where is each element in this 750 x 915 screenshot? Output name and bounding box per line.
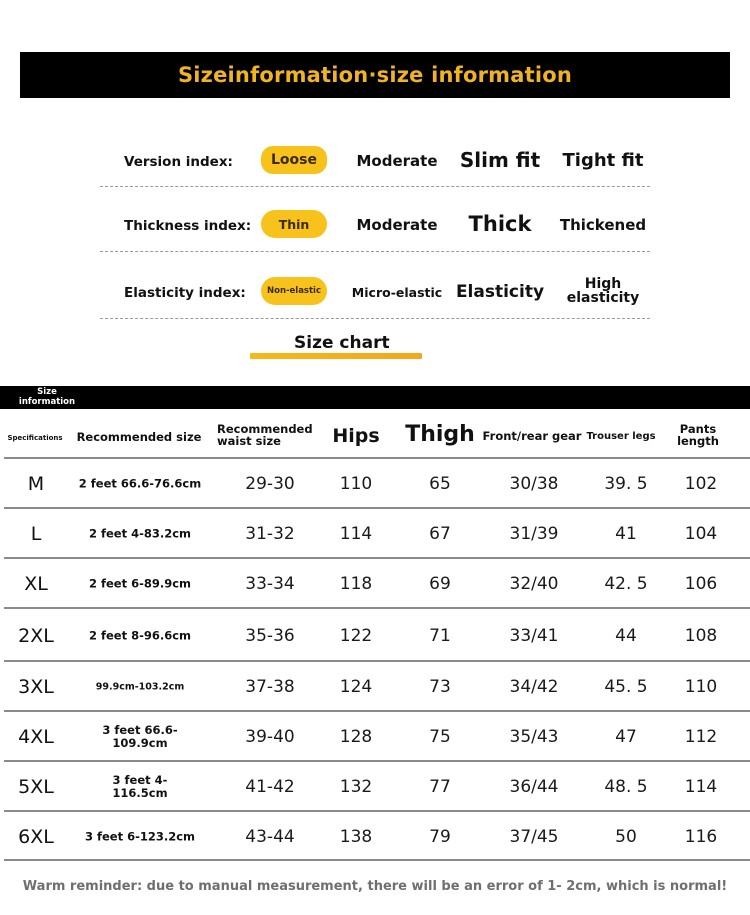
cell-length: 114	[684, 777, 718, 797]
divider	[100, 318, 650, 319]
cell-size: 5XL	[18, 776, 54, 798]
cell-hips: 114	[339, 524, 373, 544]
cell-size: 2XL	[18, 624, 54, 647]
cell-gear: 34/42	[509, 677, 559, 697]
cell-thigh: 71	[429, 625, 451, 646]
row-divider	[4, 760, 750, 762]
table-header-bar	[0, 386, 750, 409]
cell-legs: 39. 5	[604, 474, 648, 494]
thickness-option-thickened: Thickened	[559, 216, 647, 234]
cell-hips: 128	[339, 727, 373, 747]
cell-rec: 2 feet 4-83.2cm	[88, 526, 192, 541]
cell-thigh: 67	[429, 524, 451, 544]
cell-length: 102	[684, 474, 718, 494]
row-divider	[4, 507, 750, 509]
cell-legs: 44	[615, 625, 637, 646]
col-header-recommended-size: Recommended size	[76, 430, 202, 444]
cell-waist: 33-34	[245, 574, 295, 594]
cell-hips: 122	[339, 625, 373, 646]
size-chart-underline	[250, 353, 422, 359]
col-header-trouser-legs: Trouser legs	[586, 431, 656, 442]
cell-size: 6XL	[18, 825, 54, 848]
cell-size: L	[30, 523, 42, 545]
thickness-option-moderate: Moderate	[356, 216, 438, 234]
row-divider	[4, 607, 750, 609]
col-header-pants-length: Pants length	[677, 422, 719, 448]
cell-thigh: 79	[429, 826, 451, 847]
version-index-row	[0, 141, 750, 181]
row-divider	[4, 660, 750, 662]
size-information-label: Size information	[18, 387, 76, 407]
elasticity-option-high-elasticity: High elasticity	[566, 276, 640, 306]
cell-waist: 41-42	[245, 777, 295, 797]
version-option-tight-fit: Tight fit	[562, 150, 644, 171]
cell-thigh: 75	[429, 727, 451, 747]
cell-length: 108	[684, 625, 718, 646]
cell-thigh: 73	[429, 677, 451, 697]
cell-waist: 43-44	[245, 826, 295, 847]
cell-size: XL	[24, 573, 48, 595]
version-option-slim-fit: Slim fit	[459, 148, 541, 172]
cell-size: M	[27, 473, 45, 495]
cell-legs: 47	[615, 727, 637, 747]
cell-rec: 99.9cm-103.2cm	[95, 681, 185, 693]
cell-legs: 48. 5	[604, 777, 648, 797]
divider	[100, 186, 650, 187]
thickness-index-label: Thickness index:	[124, 218, 252, 234]
cell-rec: 2 feet 66.6-76.6cm	[78, 476, 202, 491]
col-header-thigh: Thigh	[405, 422, 475, 447]
cell-gear: 31/39	[509, 524, 559, 544]
thickness-index-selected-pill: Thin	[261, 210, 327, 238]
elasticity-option-elasticity: Elasticity	[455, 282, 545, 302]
cell-length: 112	[684, 727, 718, 747]
cell-rec: 2 feet 6-89.9cm	[88, 576, 192, 591]
cell-hips: 124	[339, 677, 373, 697]
cell-waist: 31-32	[245, 524, 295, 544]
col-header-specifications: Specifications	[7, 434, 63, 442]
cell-rec: 2 feet 8-96.6cm	[88, 628, 192, 642]
row-divider	[4, 810, 750, 812]
elasticity-index-selected-pill: Non-elastic	[261, 277, 327, 305]
col-header-hips: Hips	[332, 425, 380, 447]
cell-gear: 35/43	[509, 727, 559, 747]
cell-legs: 42. 5	[604, 574, 648, 594]
cell-size: 3XL	[18, 676, 54, 698]
cell-legs: 50	[615, 826, 637, 847]
cell-legs: 41	[615, 524, 637, 544]
title-bar	[20, 52, 730, 98]
cell-hips: 110	[339, 474, 373, 494]
row-divider	[4, 557, 750, 559]
version-index-selected-pill: Loose	[261, 146, 327, 174]
cell-hips: 138	[339, 826, 373, 847]
cell-gear: 36/44	[509, 777, 559, 797]
cell-thigh: 65	[429, 474, 451, 494]
cell-rec: 3 feet 66.6-109.9cm	[102, 723, 178, 750]
cell-rec: 3 feet 4-116.5cm	[112, 773, 168, 800]
version-option-moderate: Moderate	[356, 152, 438, 170]
cell-legs: 45. 5	[604, 677, 648, 697]
cell-size: 4XL	[18, 726, 54, 748]
cell-length: 116	[684, 826, 718, 847]
elasticity-option-micro-elastic: Micro-elastic	[351, 285, 443, 300]
cell-waist: 35-36	[245, 625, 295, 646]
divider	[100, 251, 650, 252]
thickness-index-row	[0, 205, 750, 245]
cell-length: 104	[684, 524, 718, 544]
warm-reminder-note: Warm reminder: due to manual measurement, there will be an error of 1- 2cm, which is normal!	[22, 879, 728, 894]
cell-gear: 33/41	[509, 625, 559, 646]
cell-thigh: 77	[429, 777, 451, 797]
col-header-recommended-waist-size: Recommended waist size	[217, 422, 313, 448]
page-title: Sizeinformation·size information	[177, 63, 573, 87]
row-divider	[4, 859, 750, 861]
size-chart-heading: Size chart	[294, 333, 390, 353]
cell-waist: 29-30	[245, 474, 295, 494]
cell-gear: 37/45	[509, 826, 559, 847]
cell-waist: 37-38	[245, 677, 295, 697]
cell-length: 110	[684, 677, 718, 697]
cell-hips: 118	[339, 574, 373, 594]
cell-thigh: 69	[429, 574, 451, 594]
cell-gear: 30/38	[509, 474, 559, 494]
cell-gear: 32/40	[509, 574, 559, 594]
row-divider	[4, 710, 750, 712]
elasticity-index-row	[0, 272, 750, 312]
elasticity-index-label: Elasticity index:	[124, 285, 246, 301]
cell-waist: 39-40	[245, 727, 295, 747]
cell-rec: 3 feet 6-123.2cm	[84, 829, 196, 843]
cell-length: 106	[684, 574, 718, 594]
version-index-label: Version index:	[124, 154, 233, 170]
col-header-front-rear-gear: Front/rear gear	[482, 429, 582, 443]
row-divider	[4, 457, 750, 459]
cell-hips: 132	[339, 777, 373, 797]
thickness-option-thick: Thick	[468, 212, 532, 236]
